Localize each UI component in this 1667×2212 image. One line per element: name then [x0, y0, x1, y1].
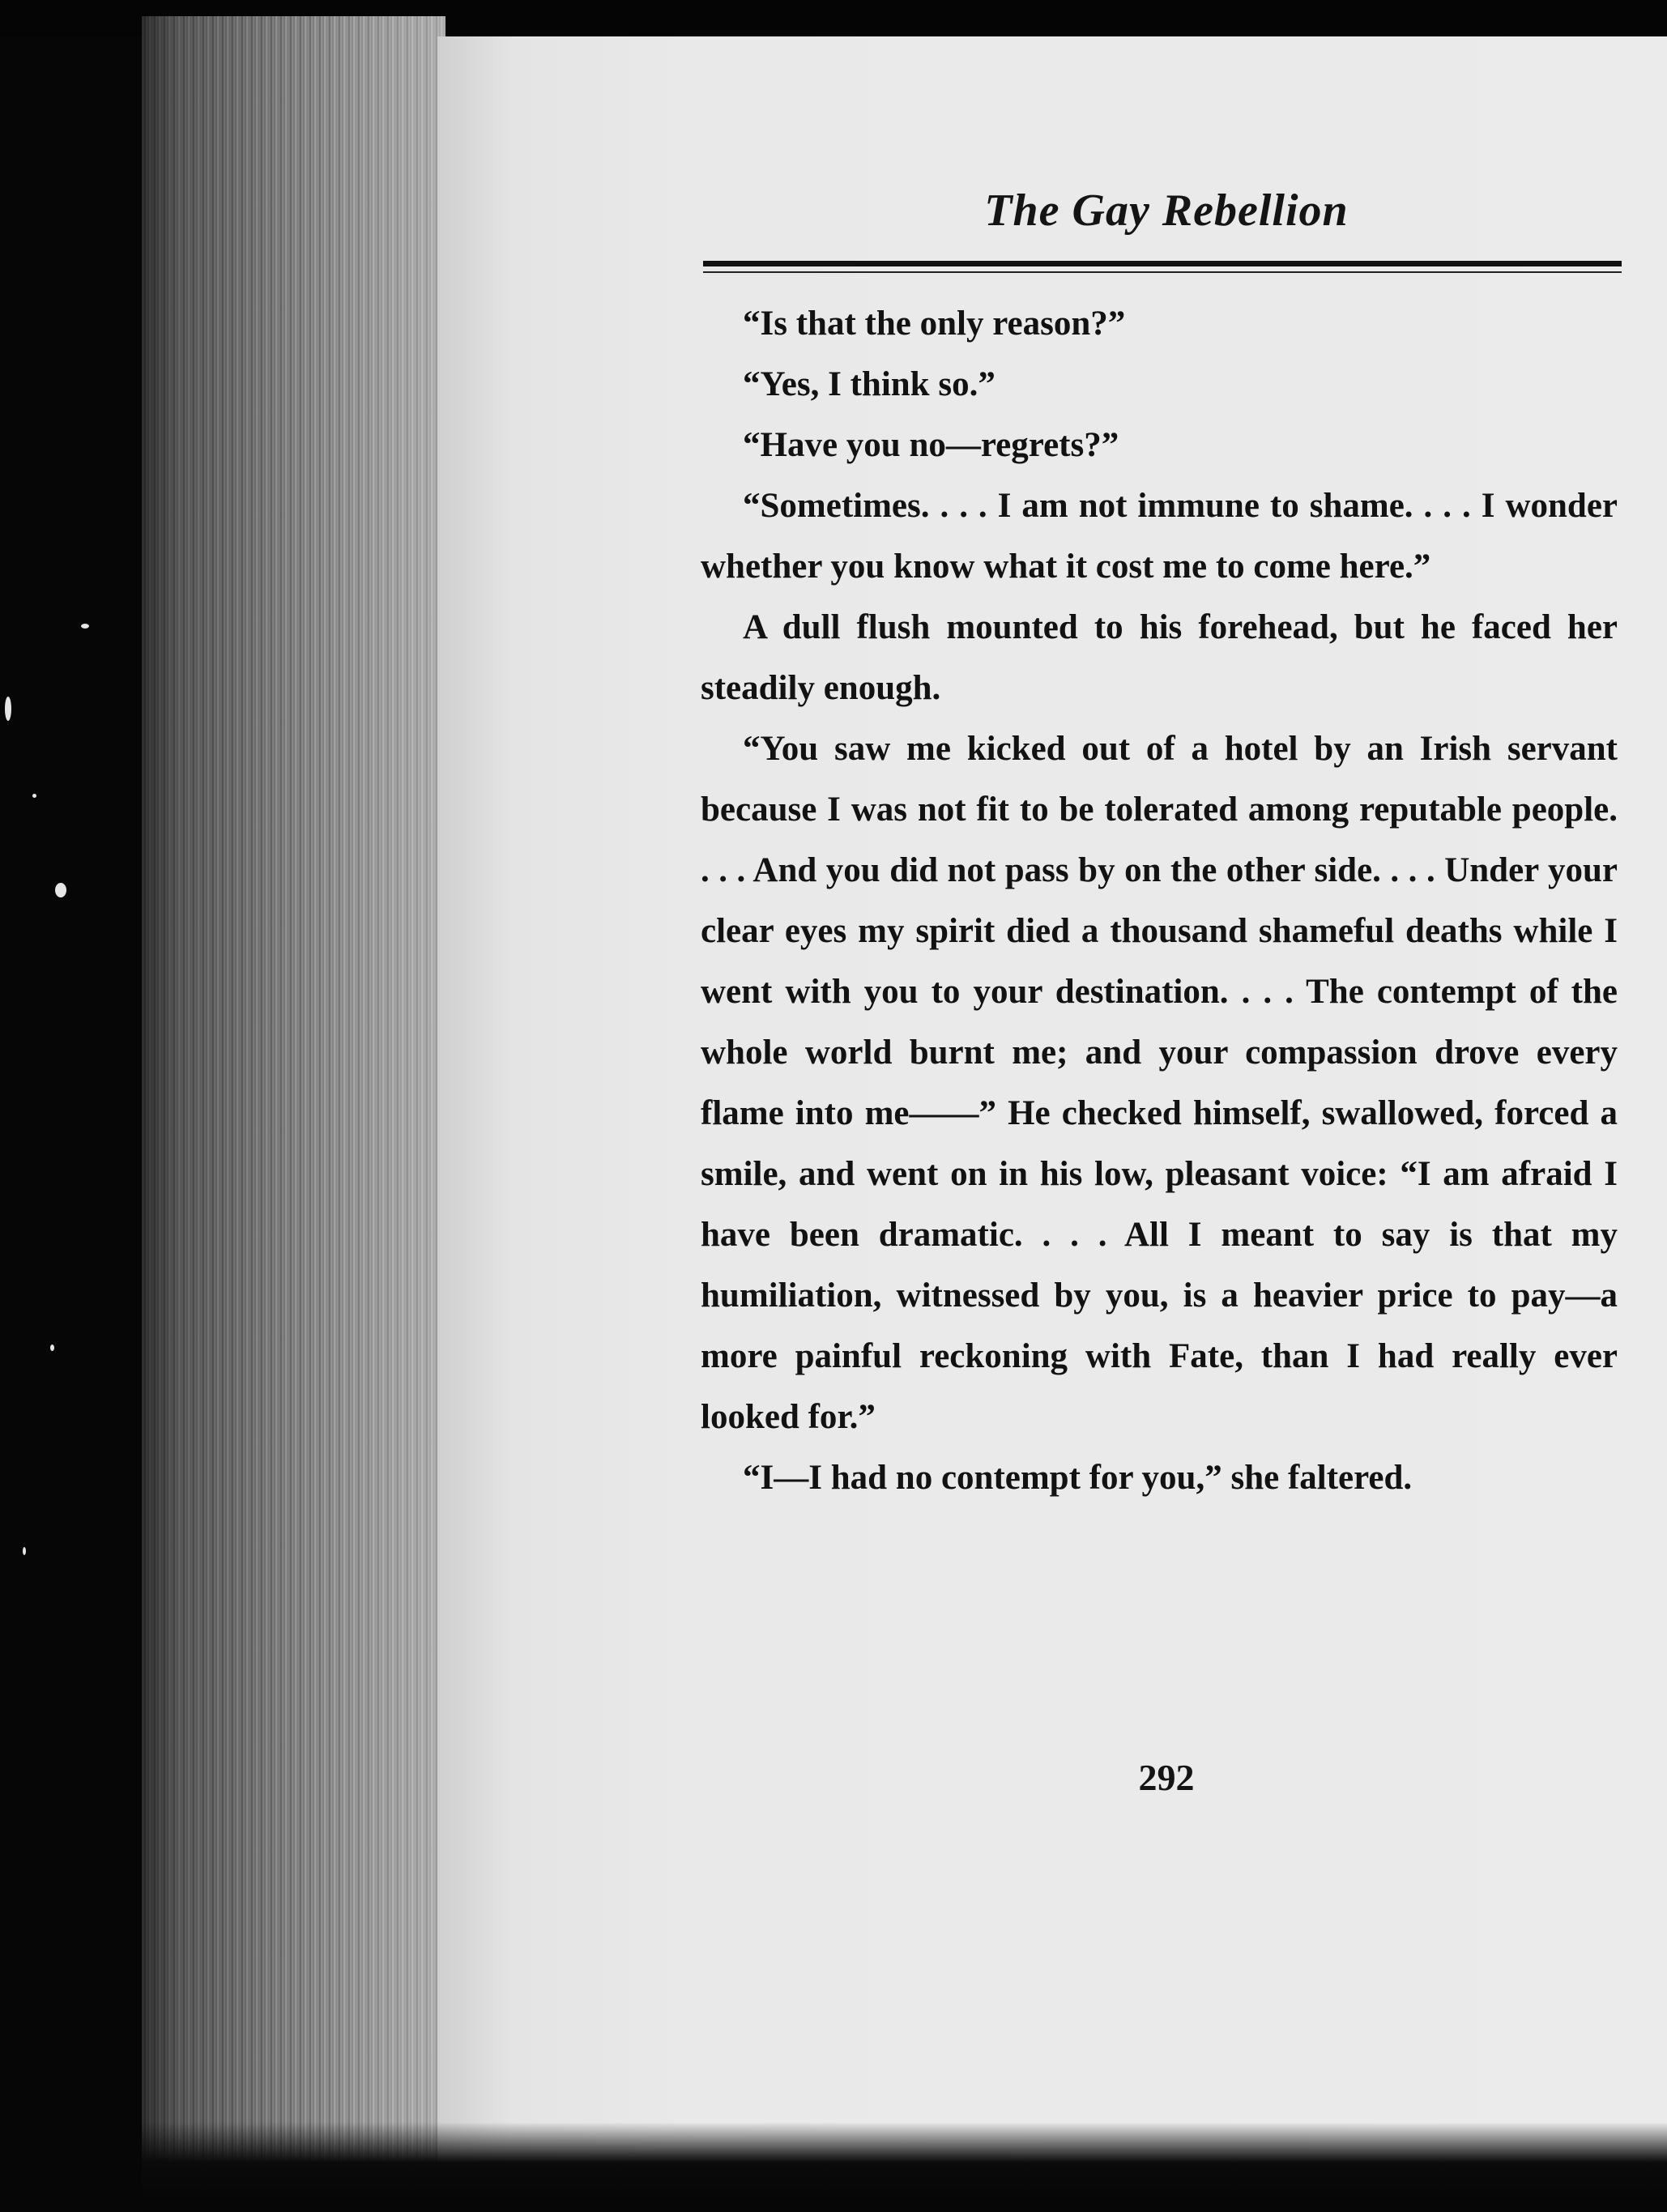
header-rule-thick — [703, 261, 1622, 266]
paragraph: “Yes, I think so.” — [743, 365, 996, 403]
scan-speck — [50, 1345, 54, 1351]
body-text — [701, 293, 1618, 1508]
paragraph: A dull flush mounted to his forehead, but he faced her steadily enough. — [701, 608, 1618, 707]
scan-speck — [55, 883, 66, 897]
header-rule-thin — [703, 271, 1622, 273]
scan-bottom-shadow — [142, 2122, 1667, 2212]
page-number: 292 — [1138, 1757, 1195, 1798]
book-page-edges — [142, 16, 446, 2175]
scan-left-margin — [0, 0, 154, 2212]
scan-speck — [81, 624, 89, 629]
scan-speck — [23, 1547, 26, 1555]
paragraph: “Have you no—regrets?” — [743, 426, 1119, 464]
scan-speck — [5, 697, 11, 721]
paragraph: “Is that the only reason?” — [743, 305, 1126, 343]
paragraph: “You saw me kicked out of a hotel by an Irish servant because I was not fit to be tolerated among reputable people. . . . And you did not pass by on the other side. . . . Under your clear eyes my spirit died a thousand shameful deaths while I went with you to your destination. . . . The contempt of the whole world burnt me; and your compassion drove every flame into me——” He checked himself, swallowed, forced a smile, and went on in his low, pleasant voice: “I am afraid I have been dramatic. . . . All I meant to say is that my humiliation, witnessed by you, is a heavier price to pay—a more painful reckoning with Fate, than I had really ever looked for.” — [701, 730, 1618, 1436]
paragraph: “Sometimes. . . . I am not immune to shame. . . . I wonder whether you know what it cost me to come here.” — [701, 487, 1618, 586]
running-title: The Gay Rebellion — [984, 185, 1349, 236]
paragraph: “I—I had no contempt for you,” she faltered. — [743, 1459, 1413, 1497]
scan-speck — [32, 794, 36, 798]
